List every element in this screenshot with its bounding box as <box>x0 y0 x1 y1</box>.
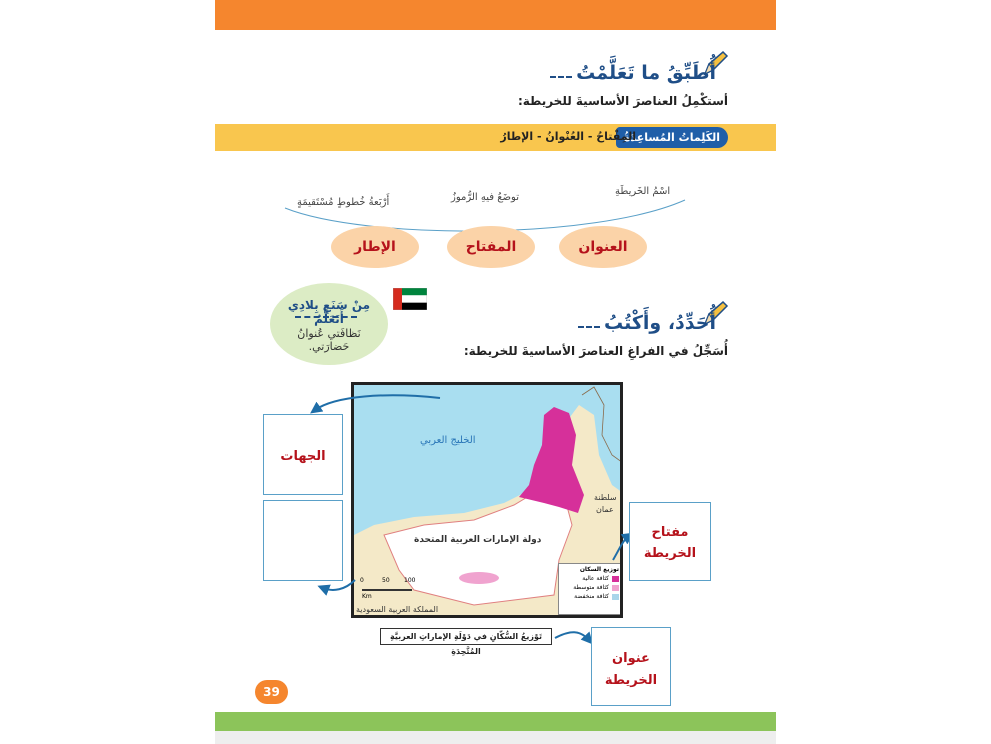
page-number: 39 <box>255 680 288 704</box>
legend-label-high: كثافة عالية <box>582 575 609 582</box>
answer-key-line2: الخريطة <box>643 546 697 561</box>
oman-label-1: سلطنة <box>594 493 617 502</box>
scale-unit: Km <box>362 593 372 600</box>
gulf-label: الخليج العربي <box>420 435 476 446</box>
values-bubble-heading: مِنْ سَنَعِ بِلادِي أَتَعَلَّمُ <box>287 298 371 326</box>
bottom-grey-strip <box>215 731 776 744</box>
section-identify-instruction: أُسَجِّلُ في الفراغِ العناصرَ الأساسيةَ للخريطة: <box>463 344 728 358</box>
values-bubble-text: نَظافَتي عُنوانُ حَضارَتي. <box>297 327 361 353</box>
section-identify-title-text: أُحَدِّدُ، وأَكْتُبُ <box>603 312 716 334</box>
helper-words-tag: الكَلِماتُ المُساعِدَةُ <box>616 127 728 148</box>
scale-50: 50 <box>382 577 390 584</box>
oval-frame: الإطار <box>331 226 419 268</box>
section-apply-title-text: أُطَبِّقُ ما تَعَلَّمْتُ <box>576 62 716 84</box>
answer-title-line1: عنوان <box>612 651 650 666</box>
map-caption: تَوْزيعُ السُّكّانِ في دَوْلَةِ الإماراتِ العربيَّةِ المُتَّحِدَةِ <box>380 628 552 645</box>
saudi-label: المملكة العربية السعودية <box>356 605 439 614</box>
oval-title: العنوان <box>559 226 647 268</box>
scale-0: 0 <box>360 577 364 584</box>
answer-directions: الجهات <box>280 449 326 464</box>
hint-title: اسْمُ الخَريطَةِ <box>615 186 671 197</box>
legend-label-medium: كثافة متوسطة <box>573 584 609 591</box>
section-apply-instruction: أستكْمِلُ العناصرَ الأساسيةَ للخريطة: <box>517 94 728 108</box>
hint-key: توضَعُ فيهِ الرُّموزُ <box>451 192 519 203</box>
legend-label-low: كثافة منخفضة <box>574 593 609 600</box>
scale-100: 100 <box>404 577 416 584</box>
bottom-color-bar <box>215 712 776 731</box>
oval-key: المفتاح <box>447 226 535 268</box>
answer-box-frame[interactable] <box>263 500 343 581</box>
legend-title: توزيع السكان <box>579 566 619 573</box>
country-label: دولة الإمارات العربية المتحدة <box>414 535 542 545</box>
answer-key-line1: مفتاح <box>651 525 689 540</box>
textbook-page <box>215 0 776 744</box>
answer-title-line2: الخريطة <box>604 673 658 688</box>
arrow-connectors <box>215 0 776 744</box>
hint-frame: أَرْبَعةُ خُطوطٍ مُسْتَقيمَةٍ <box>297 197 390 208</box>
oman-label-2: عمان <box>596 505 614 514</box>
helper-words-list: المِفْتاحُ - العُنْوانُ - الإطارُ <box>500 130 636 143</box>
